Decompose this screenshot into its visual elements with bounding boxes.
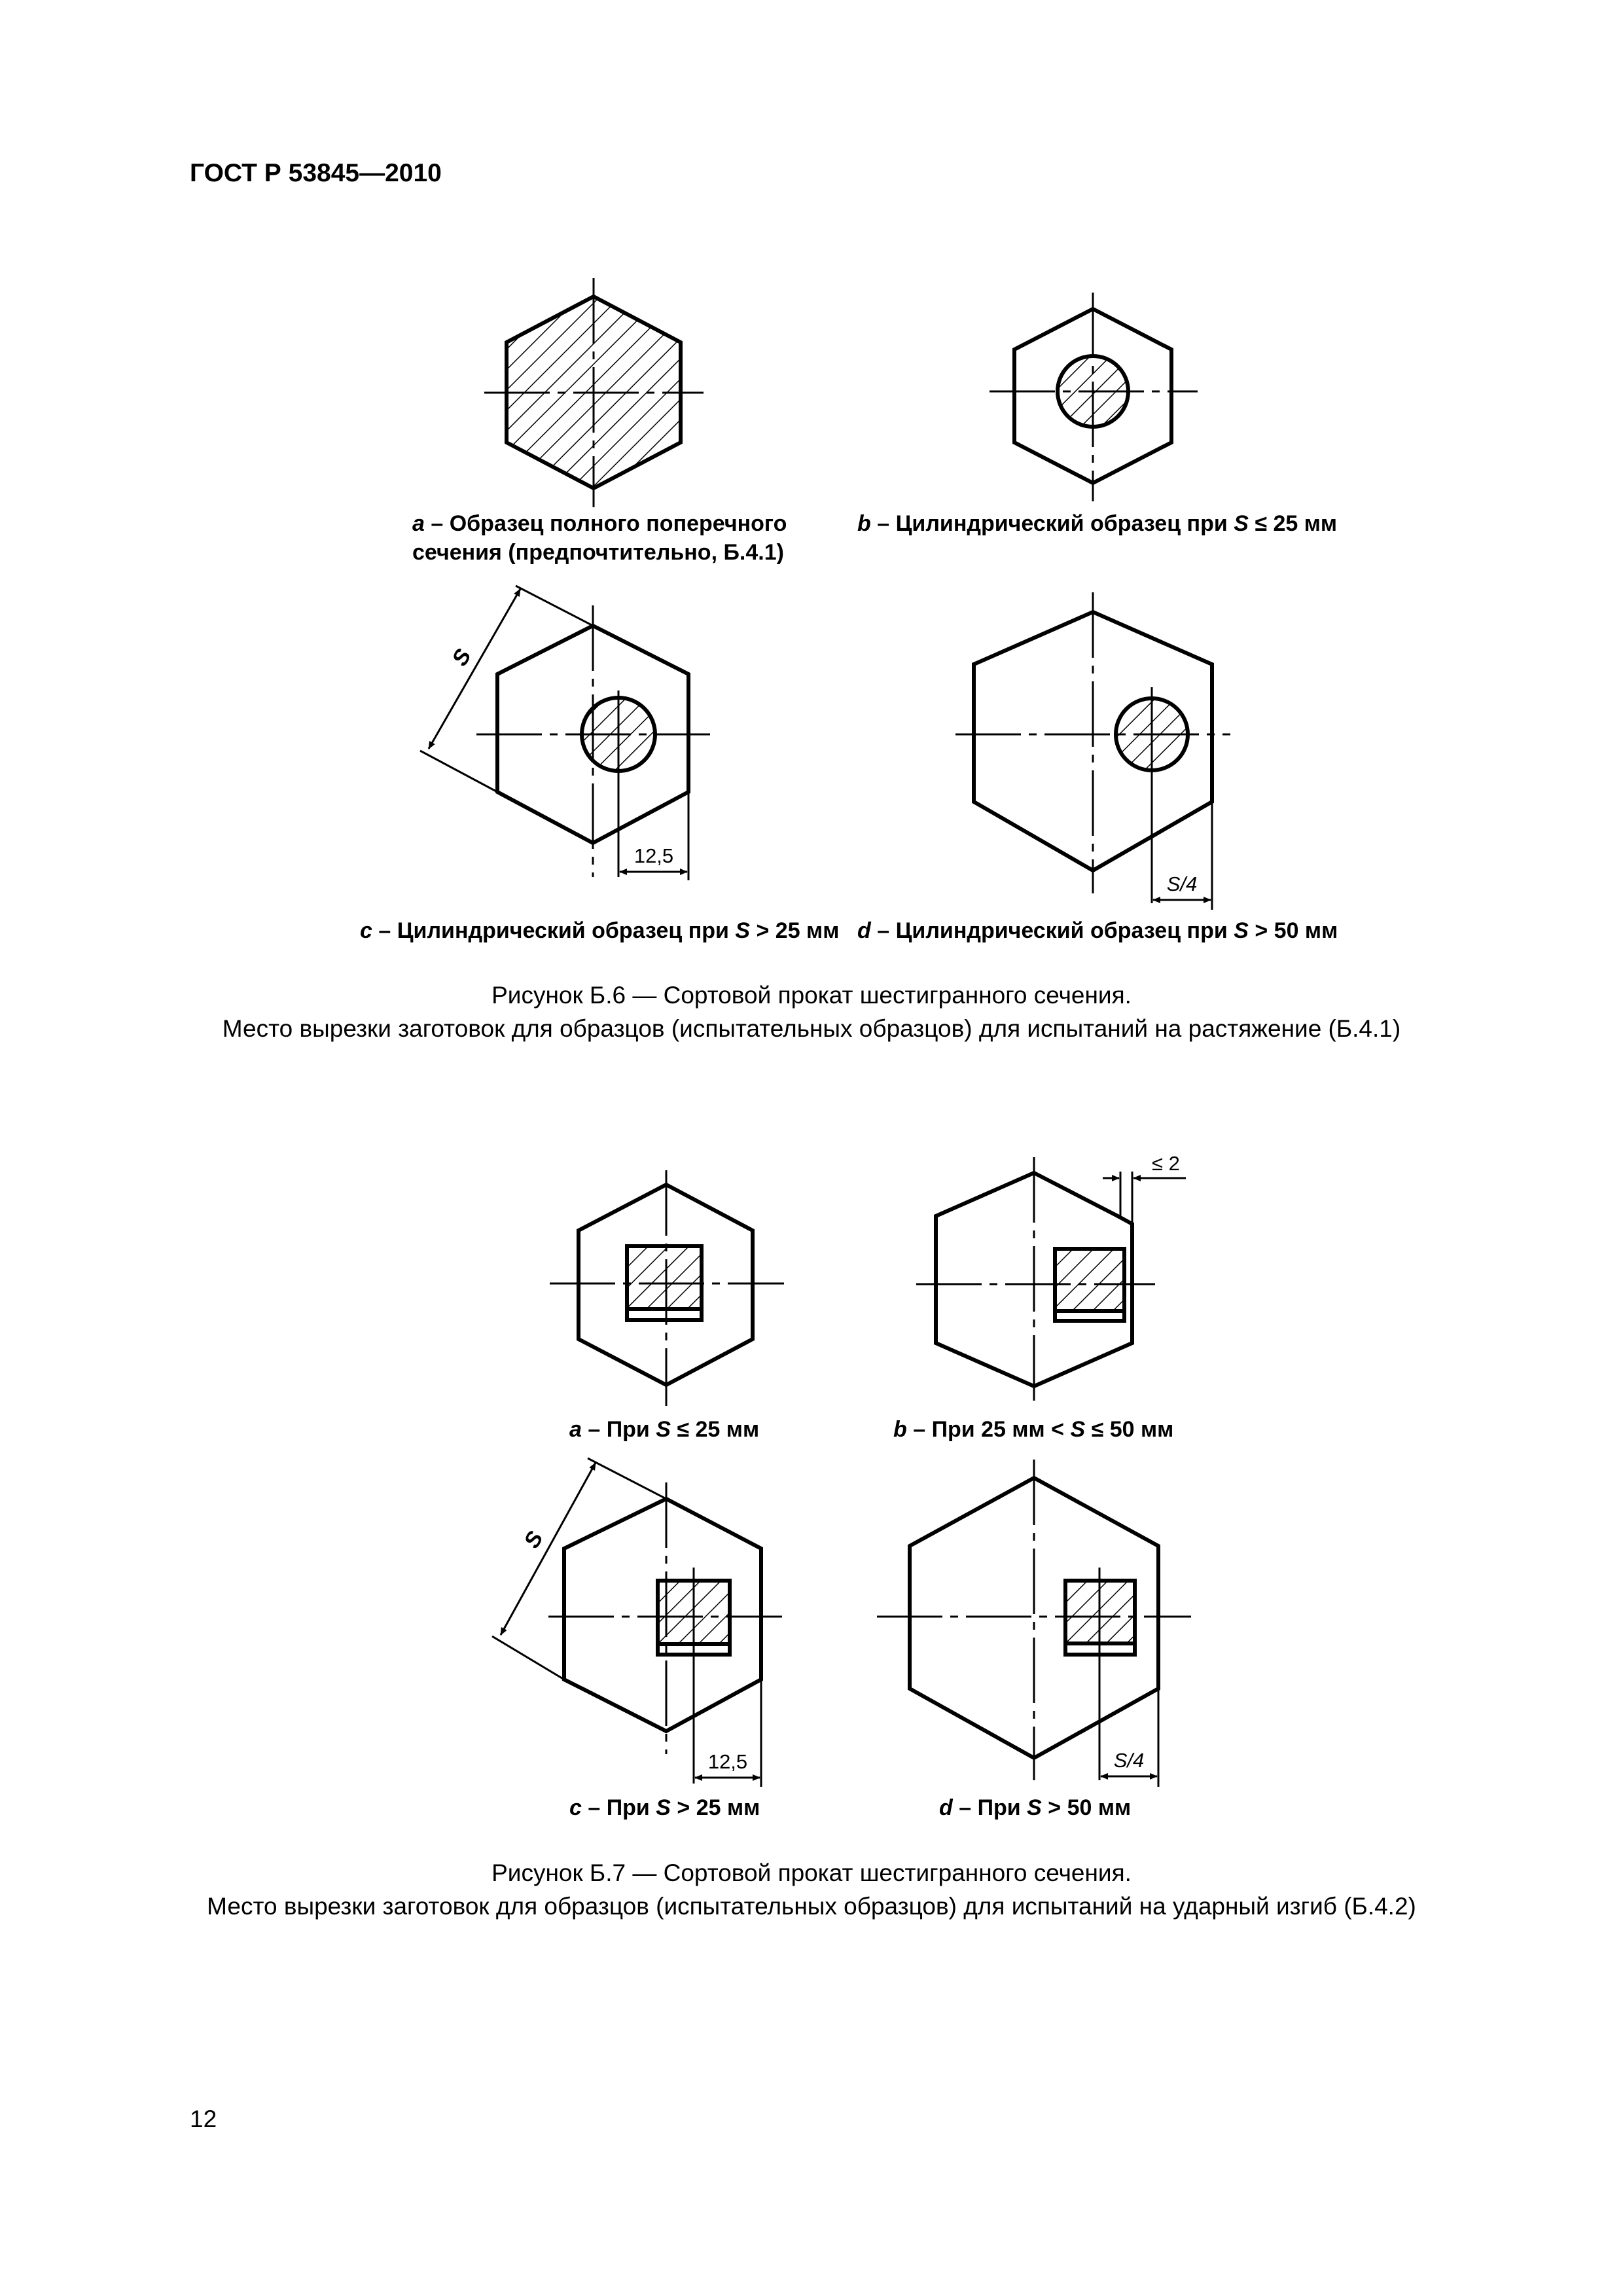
fig-b6-a-drawing bbox=[484, 278, 704, 507]
fig-b6-b-label bbox=[857, 509, 1337, 538]
dimension-offset-label: S/4 bbox=[1166, 872, 1198, 895]
label-letter: c bbox=[360, 918, 372, 943]
label-var: S bbox=[1070, 1417, 1086, 1442]
extension-line bbox=[492, 1636, 564, 1679]
label-text: – Цилиндрический образец при bbox=[870, 918, 1234, 943]
fig-b6-c-drawing bbox=[420, 586, 710, 880]
extension-line bbox=[588, 1458, 666, 1499]
label-letter: d bbox=[857, 918, 871, 943]
fig-b6-d-label bbox=[857, 916, 1338, 945]
fig-b7-a-label bbox=[569, 1415, 759, 1444]
fig-b6-b-drawing bbox=[990, 293, 1198, 501]
figure-b6-caption bbox=[0, 978, 1623, 1045]
document-header: ГОСТ Р 53845—2010 bbox=[190, 159, 442, 187]
label-text: – Образец полного поперечного bbox=[424, 511, 787, 536]
label-letter: b bbox=[893, 1417, 907, 1442]
label-letter: d bbox=[939, 1795, 953, 1820]
fig-b7-b-drawing bbox=[916, 1152, 1186, 1407]
page-number: 12 bbox=[190, 2106, 217, 2132]
extension-line bbox=[516, 586, 593, 626]
label-letter: b bbox=[857, 511, 871, 536]
label-var: S bbox=[656, 1417, 671, 1442]
label-text: ≤ 50 мм bbox=[1085, 1417, 1174, 1442]
label-text: > 25 мм bbox=[670, 1795, 760, 1820]
label-var: S bbox=[1234, 918, 1249, 943]
label-text: – При 25 мм < bbox=[906, 1417, 1071, 1442]
label-text-line2: сечения (предпочтительно, Б.4.1) bbox=[412, 540, 784, 565]
fig-b6-d-drawing bbox=[955, 592, 1230, 910]
label-text: > 25 мм bbox=[750, 918, 840, 943]
notch-strip bbox=[627, 1309, 702, 1320]
label-var: S bbox=[1234, 511, 1249, 536]
label-text: – При bbox=[581, 1795, 656, 1820]
notch-bar-specimen bbox=[627, 1246, 702, 1309]
fig-b7-b-label bbox=[893, 1415, 1173, 1444]
label-var: S bbox=[735, 918, 751, 943]
caption-line1: Рисунок Б.7 — Сортовой прокат шестигранного сечения. bbox=[491, 1859, 1132, 1886]
fig-b7-c-label bbox=[569, 1793, 760, 1822]
dimension-edge-label: ≤ 2 bbox=[1152, 1152, 1180, 1175]
dimension-S-label: S bbox=[447, 645, 476, 670]
fig-b7-a-drawing bbox=[550, 1170, 784, 1406]
label-text: – Цилиндрический образец при bbox=[870, 511, 1234, 536]
fig-b7-c-drawing bbox=[492, 1458, 782, 1787]
figure-b7-caption bbox=[0, 1856, 1623, 1923]
fig-b6-c-label bbox=[360, 916, 839, 945]
caption-line2: Место вырезки заготовок для образцов (испытательных образцов) для испытаний на ударный изгиб (Б.4.2) bbox=[207, 1893, 1416, 1920]
label-var: S bbox=[1027, 1795, 1042, 1820]
notch-strip bbox=[1055, 1311, 1124, 1321]
label-text: > 50 мм bbox=[1041, 1795, 1132, 1820]
label-letter: a bbox=[569, 1417, 582, 1442]
label-text: ≤ 25 мм bbox=[670, 1417, 760, 1442]
label-letter: c bbox=[569, 1795, 582, 1820]
extension-line bbox=[420, 751, 497, 792]
label-text: – При bbox=[581, 1417, 656, 1442]
label-text: ≤ 25 мм bbox=[1248, 511, 1338, 536]
dimension-offset-label: 12,5 bbox=[707, 1750, 748, 1773]
dimension-offset-label: 12,5 bbox=[633, 844, 674, 867]
fig-b7-d-label bbox=[939, 1793, 1131, 1822]
label-letter: a bbox=[412, 511, 425, 536]
label-text: – При bbox=[952, 1795, 1027, 1820]
label-var: S bbox=[656, 1795, 671, 1820]
notch-bar-specimen bbox=[1055, 1249, 1124, 1311]
label-text: > 50 мм bbox=[1248, 918, 1338, 943]
dimension-S-label: S bbox=[519, 1527, 548, 1552]
dimension-offset-label: S/4 bbox=[1113, 1749, 1145, 1772]
fig-b6-a-label bbox=[412, 509, 787, 567]
label-text: – Цилиндрический образец при bbox=[372, 918, 736, 943]
caption-line2: Место вырезки заготовок для образцов (испытательных образцов) для испытаний на растяжение (Б.4.1) bbox=[222, 1015, 1401, 1042]
fig-b7-d-drawing bbox=[877, 1460, 1191, 1787]
caption-line1: Рисунок Б.6 — Сортовой прокат шестигранного сечения. bbox=[491, 982, 1132, 1009]
